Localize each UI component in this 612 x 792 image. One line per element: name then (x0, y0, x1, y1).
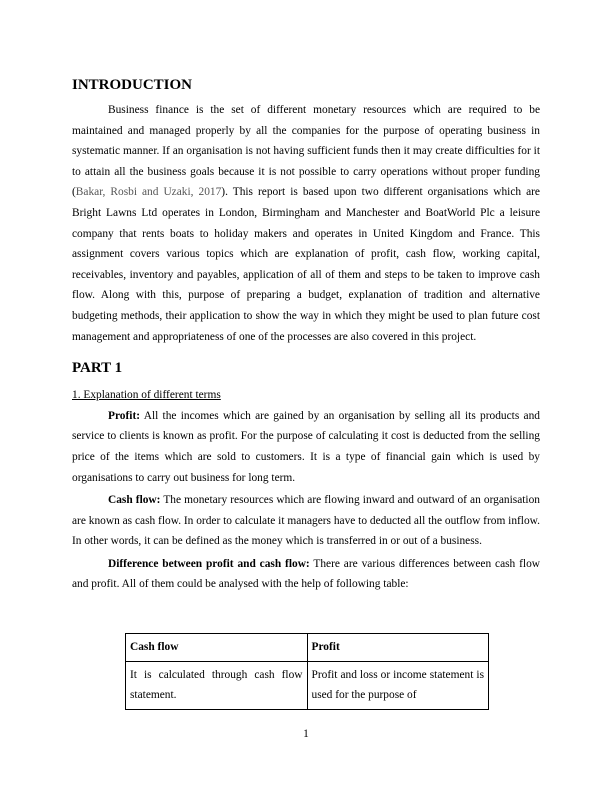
introduction-heading: INTRODUCTION (72, 77, 193, 93)
cashflow-label: Cash flow: (108, 494, 161, 507)
difference-paragraph (72, 554, 540, 595)
header-cash-flow: Cash flow (126, 634, 308, 662)
difference-label: Difference between profit and cash flow: (108, 557, 310, 570)
difference-text: There are various differences between cash flow and profit. All of them could be analysed with the help of following table: (72, 557, 540, 591)
profit-label: Profit: (108, 409, 141, 422)
table-row (126, 661, 489, 709)
cell-profit: Profit and loss or income statement is used for the purpose of (307, 661, 489, 709)
citation: Bakar, Rosbi and Uzaki, 2017 (75, 186, 222, 199)
page-number: 1 (303, 728, 309, 740)
table-header-row (126, 634, 489, 662)
comparison-table (125, 633, 489, 710)
cashflow-paragraph (72, 490, 540, 552)
document-page (72, 74, 540, 595)
header-profit: Profit (307, 634, 489, 662)
cashflow-text: The monetary resources which are flowing inward and outward of an organisation are known as cash flow. In order to calculate it managers have to deducted all the outflow from inflow. In other words, it can be defined as the money which is transferred in or out of a business. (72, 494, 540, 548)
intro-text-a: Business finance is the set of different monetary resources which are required to be maintained and managed properly by all the companies for the purpose of operating business in systematic manner. If an organisation is not having sufficient funds then it may create difficulties for it to attain all the business goals because it is not possible to carry operations without proper funding ( (72, 104, 540, 199)
introduction-paragraph (72, 100, 540, 347)
terms-subheading: 1. Explanation of different terms (72, 389, 221, 402)
intro-text-b: ). This report is based upon two different organisations which are Bright Lawns Ltd operates in London, Birmingham and Manchester and BoatWorld Plc a leisure company that rents boats to holiday makers and operates in United Kingdom and France. This assignment covers various topics which are explanation of profit, cash flow, working capital, receivables, inventory and payables, application of all of them and steps to be taken to improve cash flow. Along with this, purpose of preparing a budget, explanation of tradition and alternative budgeting methods, their application to show the way in which they might be used to plan future cost management and appropriateness of one of the processes are also covered in this project. (72, 186, 540, 343)
cell-cash-flow: It is calculated through cash flow statement. (126, 661, 308, 709)
part1-heading: PART 1 (72, 360, 123, 377)
profit-paragraph (72, 406, 540, 488)
profit-text: All the incomes which are gained by an organisation by selling all its products and service to clients is known as profit. For the purpose of calculating it cost is deducted from the selling price of the items which are sold to customers. It is a type of financial gain which is used by organisations to carry out business for long term. (72, 409, 540, 484)
